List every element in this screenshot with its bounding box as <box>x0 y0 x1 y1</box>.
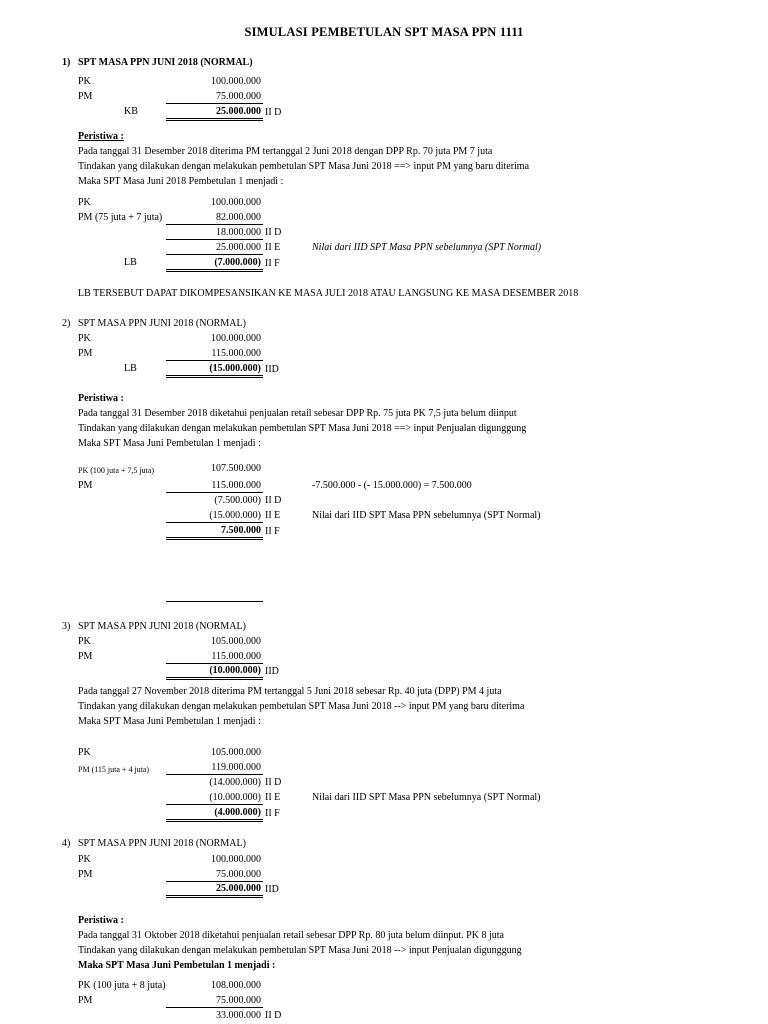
pm-value: 75.000.000 <box>216 995 261 1006</box>
pk-label: PK <box>78 636 91 647</box>
iie-value: (15.000.000) <box>209 510 261 521</box>
sum-line <box>166 254 263 255</box>
sum-line <box>166 804 263 805</box>
page-title: SIMULASI PEMBETULAN SPT MASA PPN 1111 <box>244 25 524 39</box>
sum-line <box>166 103 263 104</box>
paragraph: Pada tanggal 31 Desember 2018 diterima PM tertanggal 2 Juni 2018 dengan DPP Rp. 70 juta PM 7 juta <box>78 146 493 157</box>
total-double-line <box>166 677 263 680</box>
iid-code: II D <box>265 1010 282 1021</box>
section-number: 4) <box>62 838 71 849</box>
paragraph: Tindakan yang dilakukan dengan melakukan pembetulan SPT Masa Juni 2018 --> input PM yang baru diterima <box>78 701 525 712</box>
iie-code: II E <box>265 792 281 803</box>
total-double-line <box>166 895 263 898</box>
paragraph: Pada tanggal 31 Oktober 2018 diketahui penjualan retail sebesar DPP Rp. 80 juta belum diinput. PK 8 juta <box>78 930 504 941</box>
paragraph: Pada tanggal 27 November 2018 diterima PM tertanggal 5 Juni 2018 sebesar Rp. 40 juta (DPP) PM 4 juta <box>78 686 502 697</box>
pk-label: PK (100 juta + 8 juta) <box>78 980 166 991</box>
pk-value: 100.000.000 <box>211 854 261 865</box>
kb-code: II D <box>265 107 282 118</box>
lb-label: LB <box>124 257 137 268</box>
section-number: 3) <box>62 621 71 632</box>
sum-line <box>166 522 263 523</box>
sum-line <box>166 1007 263 1008</box>
sum-line <box>166 492 263 493</box>
pk-value: 105.000.000 <box>211 636 261 647</box>
paragraph: Maka SPT Masa Juni Pembetulan 1 menjadi : <box>78 960 276 971</box>
statement: LB TERSEBUT DAPAT DIKOMPESANSIKAN KE MASA JULI 2018 ATAU LANGSUNG KE MASA DESEMBER 2018 <box>78 288 579 299</box>
paragraph: Maka SPT Masa Juni Pembetulan 1 menjadi : <box>78 716 261 727</box>
total-double-line <box>166 819 263 822</box>
pm-value: 75.000.000 <box>216 91 261 102</box>
paragraph: Maka SPT Masa Juni 2018 Pembetulan 1 menjadi : <box>78 176 284 187</box>
note: Nilai dari IID SPT Masa PPN sebelumnya (SPT Normal) <box>312 510 541 521</box>
sum-line <box>166 224 263 225</box>
iie-value: (10.000.000) <box>209 792 261 803</box>
total-double-line <box>166 537 263 540</box>
paragraph: Tindakan yang dilakukan dengan melakukan pembetulan SPT Masa Juni 2018 ==> input Penjualan digunggung <box>78 423 527 434</box>
lb-value: (15.000.000) <box>209 363 261 374</box>
result-code: IID <box>265 666 279 677</box>
pm-value: 75.000.000 <box>216 869 261 880</box>
peristiwa-label: Peristiwa : <box>78 915 124 926</box>
sum-line <box>166 881 263 882</box>
pk-label: PK <box>78 854 91 865</box>
iif-value: (4.000.000) <box>214 807 261 818</box>
kb-label: KB <box>124 106 138 117</box>
result-value: 25.000.000 <box>216 883 261 894</box>
pk-label: PK <box>78 747 91 758</box>
lb-code: IID <box>265 364 279 375</box>
iie-code: II E <box>265 510 281 521</box>
kb-value: 25.000.000 <box>216 106 261 117</box>
iid-code: II D <box>265 227 282 238</box>
pm-label: PM <box>78 869 93 880</box>
pm-label: PM <box>78 995 93 1006</box>
pk-label: PK <box>78 333 91 344</box>
note: Nilai dari IID SPT Masa PPN sebelumnya (SPT Normal) <box>312 792 541 803</box>
pm-label: PM (75 juta + 7 juta) <box>78 212 163 223</box>
pm-value: 115.000.000 <box>211 651 261 662</box>
lb-value: (7.000.000) <box>214 257 261 268</box>
pm-label: PM <box>78 651 93 662</box>
lb-label: LB <box>124 363 137 374</box>
note: Nilai dari IID SPT Masa PPN sebelumnya (SPT Normal) <box>312 242 542 253</box>
pk-value: 108.000.000 <box>211 980 261 991</box>
calculation: -7.500.000 - (- 15.000.000) = 7.500.000 <box>312 480 472 491</box>
section-number: 1) <box>62 57 71 68</box>
peristiwa-label: Peristiwa : <box>78 393 124 404</box>
sum-line <box>166 360 263 361</box>
iif-value: 7.500.000 <box>221 525 261 536</box>
section-heading: SPT MASA PPN JUNI 2018 (NORMAL) <box>78 318 246 329</box>
pk-value: 107.500.000 <box>211 463 261 474</box>
total-double-line <box>166 375 263 378</box>
pk-value: 100.000.000 <box>211 76 261 87</box>
pm-value: 115.000.000 <box>211 480 261 491</box>
sum-line <box>166 774 263 775</box>
pm-label: PM <box>78 480 93 491</box>
section-heading: SPT MASA PPN JUNI 2018 (NORMAL) <box>78 621 246 632</box>
sum-line <box>166 663 263 664</box>
pk-value: 100.000.000 <box>211 333 261 344</box>
section-heading: SPT MASA PPN JUNI 2018 (NORMAL) <box>78 838 246 849</box>
iid-value: (7.500.000) <box>214 495 261 506</box>
paragraph: Pada tanggal 31 Desember 2018 diketahui penjualan retail sebesar DPP Rp. 75 juta PK 7,5 juta belum diinput <box>78 408 517 419</box>
pk-value: 105.000.000 <box>211 747 261 758</box>
total-double-line <box>166 269 263 272</box>
lb-code: II F <box>265 258 280 269</box>
iid-code: II D <box>265 777 282 788</box>
pm-value: 119.000.000 <box>211 762 261 773</box>
pm-value: 115.000.000 <box>211 348 261 359</box>
iid-code: II D <box>265 495 282 506</box>
pk-label: PK <box>78 76 91 87</box>
pk-label: PK (100 juta + 7,5 juta) <box>78 466 155 475</box>
result-code: IID <box>265 884 279 895</box>
pm-value: 82.000.000 <box>216 212 261 223</box>
result-value: (10.000.000) <box>209 665 261 676</box>
paragraph: Tindakan yang dilakukan dengan melakukan pembetulan SPT Masa Juni 2018 ==> input PM yang baru diterima <box>78 161 530 172</box>
sum-line <box>166 239 263 240</box>
pm-label: PM (115 juta + 4 juta) <box>78 765 150 774</box>
section-number: 2) <box>62 318 71 329</box>
pk-label: PK <box>78 197 91 208</box>
paragraph: Tindakan yang dilakukan dengan melakukan pembetulan SPT Masa Juni 2018 --> input Penjualan digunggung <box>78 945 522 956</box>
section-heading: SPT MASA PPN JUNI 2018 (NORMAL) <box>78 57 253 68</box>
total-double-line <box>166 118 263 121</box>
pk-value: 100.000.000 <box>211 197 261 208</box>
separator-line <box>166 601 263 602</box>
iif-code: II F <box>265 808 280 819</box>
iie-code: II E <box>265 242 281 253</box>
paragraph: Maka SPT Masa Juni Pembetulan 1 menjadi : <box>78 438 261 449</box>
iid-value: 18.000.000 <box>216 227 261 238</box>
pm-label: PM <box>78 91 93 102</box>
iif-code: II F <box>265 526 280 537</box>
iid-value: 33.000.000 <box>216 1010 261 1021</box>
iie-value: 25.000.000 <box>216 242 261 253</box>
peristiwa-label: Peristiwa : <box>78 131 124 142</box>
iid-value: (14.000.000) <box>209 777 261 788</box>
pm-label: PM <box>78 348 93 359</box>
